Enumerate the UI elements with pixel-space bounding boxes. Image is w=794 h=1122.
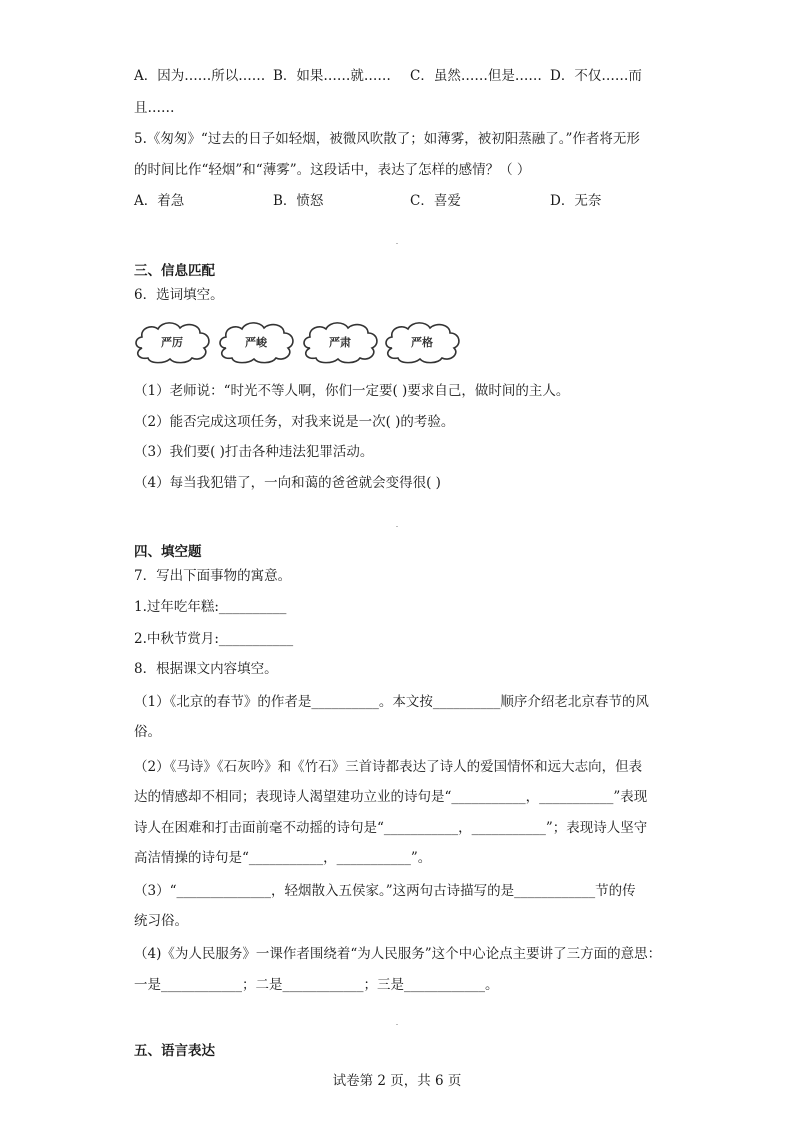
word-clouds	[132, 318, 464, 366]
separator-dot	[396, 243, 398, 244]
separator-dot	[396, 526, 398, 527]
cloud-word-1	[136, 323, 209, 363]
q6-item-2: （2）能否完成这项任务，对我来说是一次( )的考验。	[134, 414, 455, 430]
q8-line-5: 诗人在困难和打击面前毫不动摇的诗句是“___________，___________”；表现诗人坚守	[134, 820, 648, 836]
section-4-title: 四、填空题	[134, 544, 202, 560]
section-5-title: 五、语言表达	[134, 1043, 215, 1059]
q8-title: 8．根据课文内容填空。	[134, 661, 278, 677]
q5-stem-line2: 的时间比作“轻烟”和“薄雾”。这段话中，表达了怎样的感情？（ ）	[134, 162, 531, 178]
q4-option-a: A．因为……所以……	[134, 68, 266, 84]
q5-option-a: A．着急	[134, 193, 185, 209]
q5-option-c: C．喜爱	[410, 193, 461, 209]
q8-line-2: 俗。	[134, 724, 161, 740]
q5-option-b: B．愤怒	[273, 193, 324, 209]
q6-item-1: （1）老师说：“时光不等人啊，你们一定要( )要求自己，做时间的主人。	[134, 383, 570, 399]
cloud-word-3-label: 严肃	[329, 336, 351, 349]
q5-stem-line1: 5.《匆匆》“过去的日子如轻烟，被微风吹散了；如薄雾，被初阳蒸融了。”作者将无形	[134, 131, 640, 147]
q8-line-9: （4)《为人民服务》一课作者围绕着“为人民服务”这个中心论点主要讲了三方面的意思：	[134, 946, 662, 962]
q8-line-6: 高洁情操的诗句是“___________，___________”。	[134, 850, 432, 866]
cloud-word-2	[220, 323, 293, 363]
cloud-word-1-label: 严厉	[161, 336, 183, 349]
q6-item-3: （3）我们要( )打击各种违法犯罪活动。	[134, 444, 374, 460]
page-footer: 试卷第 2 页，共 6 页	[332, 1073, 462, 1089]
q4-option-d-continued: 且……	[134, 100, 175, 116]
q6-item-4: （4）每当我犯错了，一向和蔼的爸爸就会变得很( )	[134, 475, 441, 491]
q5-option-d: D．无奈	[550, 193, 602, 209]
section-3-title: 三、信息匹配	[134, 263, 215, 279]
cloud-word-4	[386, 323, 459, 363]
separator-dot	[396, 1024, 398, 1025]
q8-line-7: （3）“______________，轻烟散入五侯家。”这两句古诗描写的是____________节的传	[134, 883, 636, 899]
cloud-word-4-label: 严格	[411, 336, 433, 349]
cloud-word-3	[304, 323, 377, 363]
q7-item-1: 1.过年吃年糕:__________	[134, 599, 287, 615]
q4-option-c: C．虽然……但是……	[410, 68, 542, 84]
q8-line-4: 达的情感却不相同；表现诗人渴望建功立业的诗句是“___________，___________”表现	[134, 789, 648, 805]
q4-option-d: D．不仅……而	[550, 68, 642, 84]
cloud-word-2-label: 严峻	[245, 336, 267, 349]
q8-line-10: 一是____________；二是____________；三是____________。	[134, 977, 499, 993]
q7-title: 7．写出下面事物的寓意。	[134, 568, 292, 584]
q4-option-b: B．如果……就……	[273, 68, 391, 84]
q8-line-3: （2）《马诗》《石灰吟》和《竹石》三首诗都表达了诗人的爱国情怀和远大志向，但表	[134, 759, 643, 775]
q7-item-2: 2.中秋节赏月:___________	[134, 631, 294, 647]
q8-line-1: （1）《北京的春节》的作者是__________。本文按__________顺序介绍老北京春节的风	[134, 694, 649, 710]
q8-line-8: 统习俗。	[134, 913, 188, 929]
q6-title: 6．选词填空。	[134, 287, 224, 303]
